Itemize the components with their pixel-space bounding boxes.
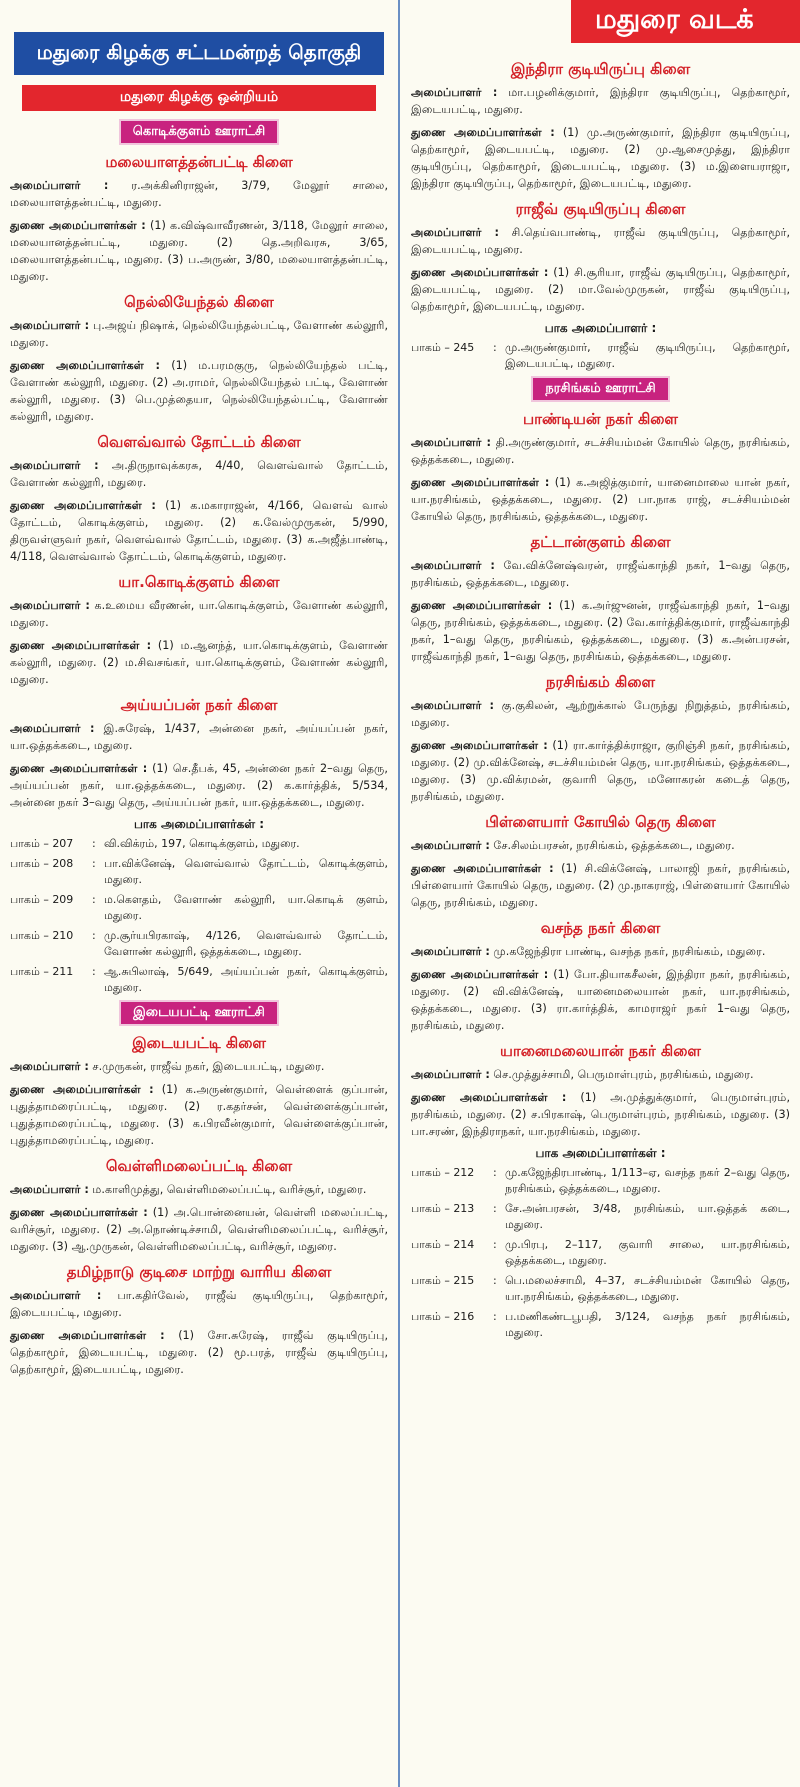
member-entry bbox=[10, 720, 388, 754]
entry-label: அமைப்பாளர் : bbox=[411, 436, 492, 449]
member-entry bbox=[411, 597, 790, 665]
part-text: ம.கௌதம், வேளாண் கல்லூரி, யா.கொடிக் குளம், மதுரை. bbox=[104, 893, 388, 922]
entry-text: (1) செ.தீபக், 45, அன்னை நகர் 2–வது தெரு, அய்யப்பன் நகர், யா.ஒத்தக்கடை, மதுரை. (2) க.கார்த்திக், 5/534, அன்னை நகர் 3–வது தெரு, அய்யப்பன் நகர், யா.ஒத்தக்கடை, மதுரை. bbox=[10, 762, 388, 809]
branch-heading: யா.கொடிக்குளம் கிளை bbox=[118, 573, 280, 591]
entry-text: க.உமைய வீரணன், யா.கொடிக்குளம், வேளாண் கல்லூரி, மதுரை. bbox=[10, 599, 388, 629]
branch-heading: வெள்ளிமலைப்பட்டி கிளை bbox=[105, 1157, 293, 1175]
right-content bbox=[411, 60, 790, 1341]
entry-text: (1) க.மகாராஜன், 4/166, வெளவ் வால் தோட்டம், கொடிக்குளம், மதுரை. (2) க.வேல்முருகன், 5/990, திருவள்ளுவர் நகர், வெளவ்வால் தோட்டம், மதுரை. (3) க.அஜீத்பாண்டி, 4/118, வெளவ்வால் தோட்டம், கொடிக்குளம், மதுரை. bbox=[10, 499, 389, 563]
part-text: ஆ.சுபிலாஷ், 5/649, அய்யப்பன் நகர், கொடிக்குளம், மதுரை. bbox=[104, 965, 388, 994]
entry-label: துணை அமைப்பாளர்கள் : bbox=[411, 266, 549, 279]
member-entry bbox=[10, 497, 388, 565]
entry-text: (1) ம.பரமகுரு, நெல்லியேந்தல் பட்டி, வேளாண் கல்லூரி, மதுரை. (2) அ.ராமர், நெல்லியேந்தல் பட்டி, வேளாண் கல்லூரி, மதுரை. (3) பெ.முத்தையா, நெல்லியேந்தல்பட்டி, வேளாண் கல்லூரி, மதுரை. bbox=[10, 359, 388, 423]
member-entry bbox=[411, 837, 790, 854]
member-entry bbox=[10, 177, 388, 211]
part-number: பாகம் – 211 bbox=[10, 965, 74, 978]
entry-label: துணை அமைப்பாளர்கள் : bbox=[10, 1083, 154, 1096]
panchayat-heading: கொடிக்குளம் ஊராட்சி bbox=[119, 119, 279, 145]
entry-label: அமைப்பாளர் : bbox=[10, 319, 90, 332]
entry-label: அமைப்பாளர் : bbox=[411, 699, 495, 712]
member-entry bbox=[411, 737, 790, 805]
entry-text: (1) க.அஜித்குமார், யானைமாலை யான் நகர், யா.நரசிங்கம், ஒத்தக்கடை, மதுரை. (2) பா.நாக ராஜ், சடச்சியம்மன் கோயில் தெரு, நரசிங்கம், ஒத்தக்கடை, மதுரை. bbox=[411, 476, 790, 523]
entry-text: (1) க.விஷ்வாவீரணன், 3/118, மேலூர் சாலை, மலையானத்தன்பட்டி, மதுரை. (2) தெ.அறிவரசு, 3/65, மலையாளத்தன்பட்டி, மதுரை. (3) ப.அருண், 3/80, மலையாளத்தன்பட்டி, மதுரை. bbox=[10, 219, 388, 283]
entry-label: துணை அமைப்பாளர்கள் : bbox=[10, 359, 160, 372]
part-row bbox=[411, 1273, 790, 1305]
entry-label: துணை அமைப்பாளர்கள் : bbox=[411, 739, 548, 752]
entry-label: அமைப்பாளர் : bbox=[411, 839, 490, 852]
part-number: பாகம் – 214 bbox=[411, 1238, 475, 1251]
member-entry bbox=[411, 434, 790, 468]
part-separator: : bbox=[92, 893, 96, 906]
part-text: சே.அன்பரசன், 3/48, நரசிங்கம், யா.ஒத்தக் கடை, மதுரை. bbox=[505, 1202, 790, 1231]
panchayat-heading: இடையபட்டி ஊராட்சி bbox=[119, 1000, 279, 1026]
member-entry bbox=[10, 1204, 388, 1255]
part-row bbox=[10, 892, 388, 924]
branch-heading: மலையாளத்தன்பட்டி கிளை bbox=[105, 153, 293, 171]
part-text: ப.மணிகண்டபூபதி, 3/124, வசந்த நகர் நரசிங்கம், மதுரை. bbox=[505, 1310, 790, 1339]
member-entry bbox=[10, 597, 388, 631]
entry-label: அமைப்பாளர் : bbox=[10, 179, 109, 192]
part-row bbox=[10, 836, 388, 852]
entry-text: (1) ரா.கார்த்திக்ராஜா, குறிஞ்சி நகர், நரசிங்கம், மதுரை. (2) மு.விக்னேஷ், சடச்சியம்மன் தெரு, யா.நரசிங்கம், ஒத்தக்கடை, மதுரை. (3) மு.விக்ரமன், குவாரி தெரு, மனோகரன் கடைத் தெரு, நரசிங்கம், மதுரை. bbox=[411, 739, 791, 803]
part-number: பாகம் – 216 bbox=[411, 1310, 475, 1323]
entry-text: ச.முருகன், ராஜீவ் நகர், இடையபட்டி, மதுரை. bbox=[88, 1060, 325, 1073]
part-row bbox=[411, 1201, 790, 1233]
member-entry bbox=[411, 474, 790, 525]
part-row bbox=[411, 1237, 790, 1269]
branch-heading: தட்டான்குளம் கிளை bbox=[530, 533, 671, 551]
member-entry bbox=[411, 697, 790, 731]
part-number: பாகம் – 207 bbox=[10, 837, 74, 850]
member-entry bbox=[10, 760, 388, 811]
part-row bbox=[10, 964, 388, 996]
member-entry bbox=[10, 357, 388, 425]
branch-heading: பாண்டியன் நகர் கிளை bbox=[523, 410, 678, 428]
member-entry bbox=[411, 264, 790, 315]
branch-heading: ராஜீவ் குடியிருப்பு கிளை bbox=[515, 200, 686, 218]
left-content bbox=[10, 119, 388, 1378]
member-entry bbox=[411, 84, 790, 118]
part-text: மு.கஜேந்திரபாண்டி, 1/113–ஏ, வசந்த நகர் 2–வது தெரு, நரசிங்கம், ஒத்தக்கடை, மதுரை. bbox=[505, 1166, 790, 1195]
member-entry bbox=[411, 860, 790, 911]
entry-text: பு.அஜய் நிஷாக், நெல்லியேந்தல்பட்டி, வேளாண் கல்லூரி, மதுரை. bbox=[10, 319, 389, 349]
entry-label: துணை அமைப்பாளர்கள் : bbox=[10, 1206, 148, 1219]
part-text: மு.பிரபு, 2–117, குவாரி சாலை, யா.நரசிங்கம், ஒத்தக்கடை, மதுரை. bbox=[505, 1238, 790, 1267]
branch-heading: இந்திரா குடியிருப்பு கிளை bbox=[510, 60, 691, 78]
entry-label: துணை அமைப்பாளர்கள் : bbox=[10, 499, 156, 512]
entry-text: (1) க.அருண்குமார், வெள்ளைக் குப்பான், புதுத்தாமரைப்பட்டி, மதுரை. (2) ர.கதர்சன், வெள்ளைக்குப்பான், புதுத்தாமரைப்பட்டி, மதுரை. (3) க.பிரவீன்குமார், வெள்ளைக்குப்பான், புதுத்தாமரைப்பட்டி, மதுரை. bbox=[10, 1083, 388, 1147]
entry-text: ர.அக்கினிராஜன், 3/79, மேலூர் சாலை, மலையாளத்தன்பட்டி, மதுரை. bbox=[10, 179, 389, 209]
member-entry bbox=[411, 224, 790, 258]
member-entry bbox=[411, 966, 790, 1034]
entry-text: பா.கதிர்வேல், ராஜீவ் குடியிருப்பு, தெற்காமூர், இடையபட்டி, மதுரை. bbox=[10, 1289, 388, 1319]
entry-text: கு.குகிலன், ஆற்றுக்கால் பேருந்து நிறுத்தம், நரசிங்கம், மதுரை. bbox=[411, 699, 791, 729]
entry-label: துணை அமைப்பாளர்கள் : bbox=[10, 1329, 165, 1342]
member-entry bbox=[10, 1181, 388, 1198]
branch-heading: நரசிங்கம் கிளை bbox=[545, 673, 656, 691]
constituency-title: மதுரை கிழக்கு சட்டமன்றத் தொகுதி bbox=[14, 32, 384, 75]
member-entry bbox=[10, 1081, 388, 1149]
entry-label: அமைப்பாளர் : bbox=[411, 945, 490, 958]
branch-heading: அய்யப்பன் நகர் கிளை bbox=[120, 696, 278, 714]
part-separator: : bbox=[92, 929, 96, 942]
part-number: பாகம் – 215 bbox=[411, 1274, 475, 1287]
member-entry bbox=[10, 1058, 388, 1075]
part-separator: : bbox=[493, 1202, 497, 1215]
part-number: பாகம் – 212 bbox=[411, 1166, 475, 1179]
part-text: பெ.மலைச்சாமி, 4–37, சடச்சியம்மன் கோயில் தெரு, யா.நரசிங்கம், ஒத்தக்கடை, மதுரை. bbox=[505, 1274, 790, 1303]
part-separator: : bbox=[493, 341, 497, 354]
entry-label: அமைப்பாளர் : bbox=[10, 599, 90, 612]
part-row bbox=[411, 1309, 790, 1341]
entry-label: துணை அமைப்பாளர்கள் : bbox=[411, 862, 554, 875]
entry-text: வே.விக்னேஷ்வரன், ராஜீவ்காந்தி நகர், 1–வது தெரு, நரசிங்கம், ஒத்தக்கடை, மதுரை. bbox=[411, 559, 790, 589]
member-entry bbox=[411, 1066, 790, 1083]
entry-text: மு.கஜேந்திரா பாண்டி, வசந்த நகர், நரசிங்கம், மதுரை. bbox=[489, 945, 766, 958]
entry-label: துணை அமைப்பாளர்கள் : bbox=[411, 126, 555, 139]
parts-title: பாக அமைப்பாளர் : bbox=[544, 321, 657, 335]
entry-label: துணை அமைப்பாளர்கள் : bbox=[411, 968, 549, 981]
entry-label: அமைப்பாளர் : bbox=[10, 1289, 102, 1302]
member-entry bbox=[411, 943, 790, 960]
part-number: பாகம் – 245 bbox=[411, 341, 475, 354]
entry-text: செ.முத்துச்சாமி, பெருமாள்புரம், நரசிங்கம், மதுரை. bbox=[489, 1068, 754, 1081]
entry-text: (1) போ.தியாகசீலன், இந்திரா நகர், நரசிங்கம், மதுரை. (2) வி.விக்னேஷ், யானைமலையான் நகர், யா.நரசிங்கம், ஒத்தக்கடை, மதுரை. (3) ரா.கார்த்திக், காமராஜர் நகர் 1–வது தெரு, நரசிங்கம், மதுரை. bbox=[411, 968, 790, 1032]
parts-title: பாக அமைப்பாளர்கள் : bbox=[535, 1146, 666, 1160]
entry-label: துணை அமைப்பாளர்கள் : bbox=[10, 762, 148, 775]
part-separator: : bbox=[493, 1238, 497, 1251]
branch-heading: இடையபட்டி கிளை bbox=[132, 1034, 266, 1052]
entry-text: (1) சி.விக்னேஷ், பாலாஜி நகர், நரசிங்கம், பிள்ளையார் கோயில் தெரு, மதுரை. (2) மு.நாகராஜ், பிள்ளையார் கோயில் தெரு, நரசிங்கம், மதுரை. bbox=[411, 862, 791, 909]
right-column bbox=[401, 0, 800, 1787]
member-entry bbox=[10, 317, 388, 351]
part-row bbox=[10, 856, 388, 888]
entry-text: (1) அ.முத்துக்குமார், பெருமாள்புரம், நரசிங்கம், மதுரை. (2) ச.பிரகாஷ், பெருமாள்புரம், நரசிங்கம், மதுரை. (3) பா.சரண், இந்திராநகர், யா.நரசிங்கம், மதுரை. bbox=[411, 1091, 790, 1138]
branch-heading: வசந்த நகர் கிளை bbox=[540, 919, 661, 937]
entry-label: அமைப்பாளர் : bbox=[10, 1183, 89, 1196]
member-entry bbox=[411, 124, 790, 192]
entry-text: இ.சுரேஷ், 1/437, அன்னை நகர், அய்யப்பன் நகர், யா.ஒத்தக்கடை, மதுரை. bbox=[10, 722, 388, 752]
part-text: மு.அருண்குமார், ராஜீவ் குடியிருப்பு, தெற்காமூர், இடையபட்டி, மதுரை. bbox=[505, 341, 790, 370]
branch-heading: பிள்ளையார் கோயில் தெரு கிளை bbox=[485, 813, 716, 831]
entry-text: (1) க.அர்ஜுனன், ராஜீவ்காந்தி நகர், 1–வது தெரு, நரசிங்கம், ஒத்தக்கடை, மதுரை. (2) வே.கார்த்திக்குமார், ராஜீவ்காந்தி நகர், 1–வது தெரு, நரசிங்கம், ஒத்தக்கடை, மதுரை. (3) க.அன்பரசன், ராஜீவ்காந்தி நகர், 1–வது தெரு, நரசிங்கம், ஒத்தக்கடை, மதுரை. bbox=[411, 599, 791, 663]
entry-label: அமைப்பாளர் : bbox=[411, 86, 498, 99]
entry-text: (1) ம.ஆனந்த், யா.கொடிக்குளம், வேளாண் கல்லூரி, மதுரை. (2) ம.சிவசங்கர், யா.கொடிக்குளம், வேளாண் கல்லூரி, மதுரை. bbox=[10, 639, 388, 686]
member-entry bbox=[10, 217, 388, 285]
part-separator: : bbox=[493, 1310, 497, 1323]
entry-text: மா.பழனிக்குமார், இந்திரா குடியிருப்பு, தெற்காமூர், இடையபட்டி, மதுரை. bbox=[411, 86, 791, 116]
part-number: பாகம் – 210 bbox=[10, 929, 74, 942]
entry-label: அமைப்பாளர் : bbox=[411, 1068, 490, 1081]
entry-label: துணை அமைப்பாளர்கள் : bbox=[411, 476, 550, 489]
entry-label: அமைப்பாளர் : bbox=[10, 1060, 89, 1073]
panchayat-heading: நரசிங்கம் ஊராட்சி bbox=[531, 376, 669, 402]
entry-text: (1) சி.சூரியா, ராஜீவ் குடியிருப்பு, தெற்காமூர், இடையபட்டி, மதுரை. (2) மா.வேல்முருகன், ராஜீவ் குடியிருப்பு, தெற்காமூர், இடையபட்டி, மதுரை. bbox=[411, 266, 791, 313]
member-entry bbox=[10, 1287, 388, 1321]
entry-label: துணை அமைப்பாளர்கள் : bbox=[10, 219, 146, 232]
part-text: வி.விக்ரம், 197, கொடிக்குளம், மதுரை. bbox=[104, 837, 300, 850]
entry-label: துணை அமைப்பாளர்கள் : bbox=[411, 599, 553, 612]
entry-label: அமைப்பாளர் : bbox=[411, 559, 495, 572]
entry-label: அமைப்பாளர் : bbox=[411, 226, 499, 239]
entry-text: தி.அருண்குமார், சடச்சியம்மன் கோயில் தெரு, நரசிங்கம், ஒத்தக்கடை, மதுரை. bbox=[411, 436, 790, 466]
parts-title: பாக அமைப்பாளர்கள் : bbox=[133, 817, 265, 831]
entry-text: (1) மு.அருண்குமார், இந்திரா குடியிருப்பு, தெற்காமூர், இடையபட்டி, மதுரை. (2) மு.ஆசைமுத்து, இந்திரா குடியிருப்பு, தெற்காமூர், இடையபட்டி, மதுரை. (3) ம.இளையராஜா, இந்திரா குடியிருப்பு, தெற்காமூர், இடையபட்டி, மதுரை. bbox=[411, 126, 790, 190]
entry-text: அ.திருநாவுக்கரசு, 4/40, வெளவ்வால் தோட்டம், வேளாண் கல்லூரி, மதுரை. bbox=[10, 459, 388, 489]
member-entry bbox=[411, 1089, 790, 1140]
entry-text: சே.சிலம்பரசன், நரசிங்கம், ஒத்தக்கடை, மதுரை. bbox=[489, 839, 735, 852]
entry-label: அமைப்பாளர் : bbox=[10, 722, 95, 735]
part-separator: : bbox=[493, 1274, 497, 1287]
member-entry bbox=[411, 557, 790, 591]
part-text: மு.சூர்யபிரகாஷ், 4/126, வெளவ்வால் தோட்டம், வேளாண் கல்லூரி, ஒத்தக்கடை, மதுரை. bbox=[104, 929, 388, 958]
part-separator: : bbox=[92, 965, 96, 978]
entry-label: துணை அமைப்பாளர்கள் : bbox=[411, 1091, 567, 1104]
part-text: பா.விக்னேஷ், வெளவ்வால் தோட்டம், கொடிக்குளம், மதுரை. bbox=[104, 857, 388, 886]
part-row bbox=[411, 340, 790, 372]
part-number: பாகம் – 208 bbox=[10, 857, 74, 870]
entry-text: (1) சோ.சுரேஷ், ராஜீவ் குடியிருப்பு, தெற்காமூர், இடையபட்டி, மதுரை. (2) மூ.பரத், ராஜீவ் குடியிருப்பு, தெற்காமூர், இடையபட்டி, மதுரை. bbox=[10, 1329, 388, 1376]
entry-text: (1) அ.பொன்னையன், வெள்ளி மலைப்பட்டி, வரிச்சூர், மதுரை. (2) அ.நொண்டிச்சாமி, வெள்ளிமலைப்பட்டி, வரிச்சூர், மதுரை. (3) ஆ.முருகன், வெள்ளிமலைப்பட்டி, வரிச்சூர், மதுரை. bbox=[10, 1206, 388, 1253]
member-entry bbox=[10, 637, 388, 688]
branch-heading: தமிழ்நாடு குடிசை மாற்று வாரிய கிளை bbox=[66, 1263, 332, 1281]
entry-text: சி.தெய்வபாண்டி, ராஜீவ் குடியிருப்பு, தெற்காமூர், இடையபட்டி, மதுரை. bbox=[411, 226, 790, 256]
entry-label: அமைப்பாளர் : bbox=[10, 459, 99, 472]
union-title: மதுரை கிழக்கு ஒன்றியம் bbox=[22, 85, 376, 111]
entry-label: துணை அமைப்பாளர்கள் : bbox=[10, 639, 152, 652]
branch-heading: யானைமலையான் நகர் கிளை bbox=[500, 1042, 701, 1060]
member-entry bbox=[10, 1327, 388, 1378]
branch-heading: வெளவ்வால் தோட்டம் கிளை bbox=[97, 433, 301, 451]
part-separator: : bbox=[92, 857, 96, 870]
entry-text: ம.காளிமுத்து, வெள்ளிமலைப்பட்டி, வரிச்சூர், மதுரை. bbox=[88, 1183, 367, 1196]
next-constituency-banner: மதுரை வடக் bbox=[571, 0, 800, 43]
branch-heading: நெல்லியேந்தல் கிளை bbox=[124, 293, 274, 311]
part-separator: : bbox=[92, 837, 96, 850]
part-separator: : bbox=[493, 1166, 497, 1179]
part-row bbox=[411, 1165, 790, 1197]
member-entry bbox=[10, 457, 388, 491]
part-row bbox=[10, 928, 388, 960]
part-number: பாகம் – 213 bbox=[411, 1202, 475, 1215]
part-number: பாகம் – 209 bbox=[10, 893, 74, 906]
